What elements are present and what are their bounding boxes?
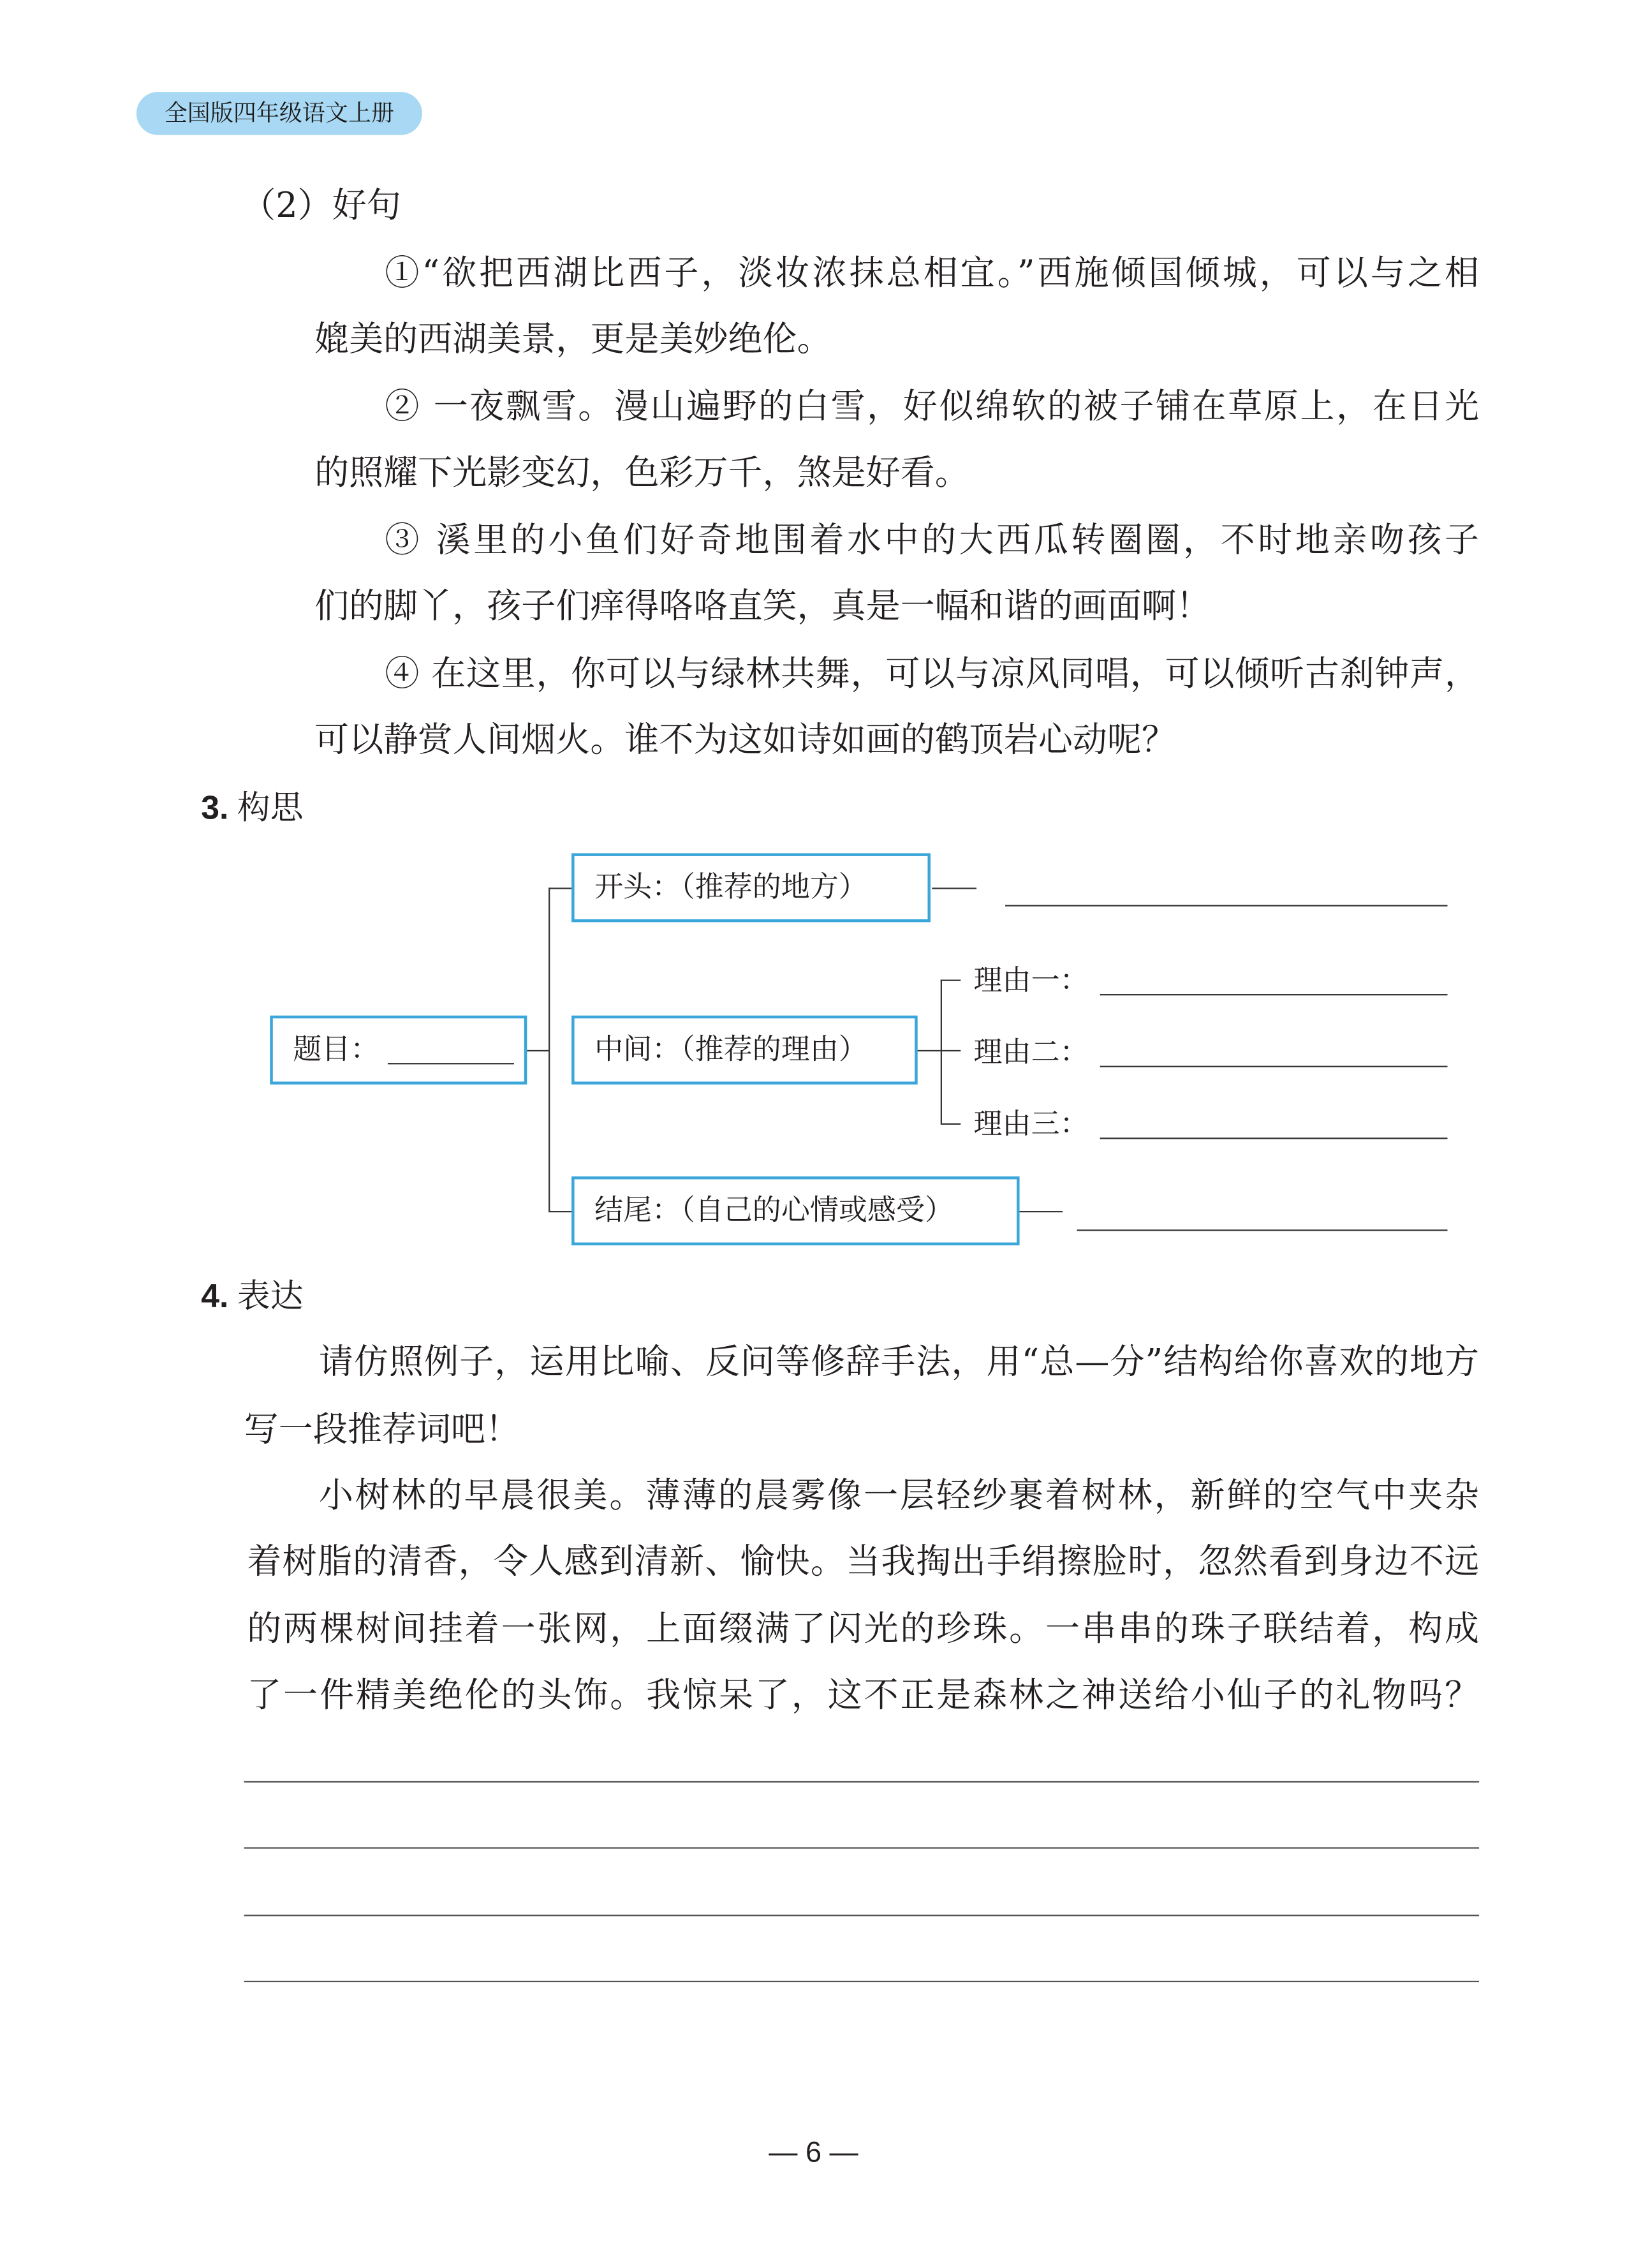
ending-answer-blank[interactable] (1077, 1229, 1448, 1231)
opening-box: 开头：（推荐的地方） (571, 853, 931, 922)
example-line: 小树林的早晨很美。薄薄的晨雾像一层轻纱裹着树林，新鲜的空气中夹杂 (318, 1475, 1480, 1516)
reason-1-blank[interactable] (1100, 994, 1448, 995)
reason-3-blank[interactable] (1100, 1138, 1448, 1139)
connector-line (941, 1050, 961, 1051)
connector-line (941, 1123, 961, 1125)
page-number: — 6 — (769, 2137, 858, 2169)
section-title: 表达 (237, 1278, 304, 1316)
sentence-line: ② 一夜飘雪。漫山遍野的白雪，好似绵软的被子铺在草原上，在日光 (385, 386, 1480, 427)
sentence-line: 可以静赏人间烟火。谁不为这如诗如画的鹤顶岩心动呢？ (314, 720, 1176, 760)
book-title-badge: 全国版四年级语文上册 (136, 92, 422, 135)
section-number: 3. (201, 789, 229, 826)
writing-line[interactable] (244, 1847, 1479, 1848)
sentence-line: ③ 溪里的小鱼们好奇地围着水中的大西瓜转圈圈，不时地亲吻孩子 (385, 520, 1480, 561)
writing-line[interactable] (244, 1981, 1479, 1982)
example-line: 的两棵树间挂着一张网，上面缀满了闪光的珍珠。一串串的珠子联结着，构成 (247, 1608, 1480, 1649)
reason-1-label: 理由一： (973, 962, 1089, 997)
section-number: 4. (201, 1277, 229, 1315)
sentence-line: 媲美的西湖美景，更是美妙绝伦。 (314, 318, 832, 359)
connector-line (548, 1211, 571, 1212)
section-2-title: （2）好句 (241, 185, 401, 226)
sentence-line: ④ 在这里，你可以与绿林共舞，可以与凉风同唱，可以倾听古刹钟声， (385, 653, 1480, 694)
writing-line[interactable] (244, 1781, 1479, 1783)
instruction-line: 请仿照例子，运用比喻、反问等修辞手法，用“总—分”结构给你喜欢的地方 (318, 1341, 1480, 1382)
instruction-line: 写一段推荐词吧！ (244, 1409, 520, 1449)
reason-2-blank[interactable] (1100, 1066, 1448, 1067)
sentence-line: 的照耀下光影变幻，色彩万千，煞是好看。 (314, 452, 969, 493)
ending-box: 结尾：（自己的心情或感受） (571, 1176, 1019, 1245)
example-line: 了一件精美绝伦的头饰。我惊呆了，这不正是森林之神送给小仙子的礼物吗？ (247, 1675, 1480, 1716)
topic-blank[interactable] (388, 1023, 515, 1064)
topic-label: 题目： (293, 1031, 379, 1066)
middle-box: 中间：（推荐的理由） (571, 1016, 918, 1085)
connector-line (918, 1050, 941, 1051)
connector-line (1020, 1211, 1063, 1212)
sentence-line: ①“欲把西湖比西子，淡妆浓抹总相宜。”西施倾国倾城，可以与之相 (385, 253, 1480, 293)
connector-line (941, 980, 961, 981)
topic-box (270, 1016, 527, 1085)
section-4-heading (201, 1274, 303, 1319)
connector-line (932, 887, 976, 889)
connector-line (548, 887, 571, 889)
bracket-line (548, 887, 550, 1211)
section-3-heading (201, 786, 303, 831)
sentence-line: 们的脚丫，孩子们痒得咯咯直笑，真是一幅和谐的画面啊！ (314, 586, 1211, 626)
example-line: 着树脂的清香，令人感到清新、愉快。当我掏出手绢擦脸时，忽然看到身边不远 (247, 1541, 1480, 1582)
reason-2-label: 理由二： (973, 1034, 1089, 1069)
writing-line[interactable] (244, 1915, 1479, 1916)
reason-3-label: 理由三： (973, 1106, 1089, 1141)
connector-line (527, 1050, 548, 1051)
section-title: 构思 (237, 790, 304, 827)
opening-answer-blank[interactable] (1005, 905, 1447, 906)
